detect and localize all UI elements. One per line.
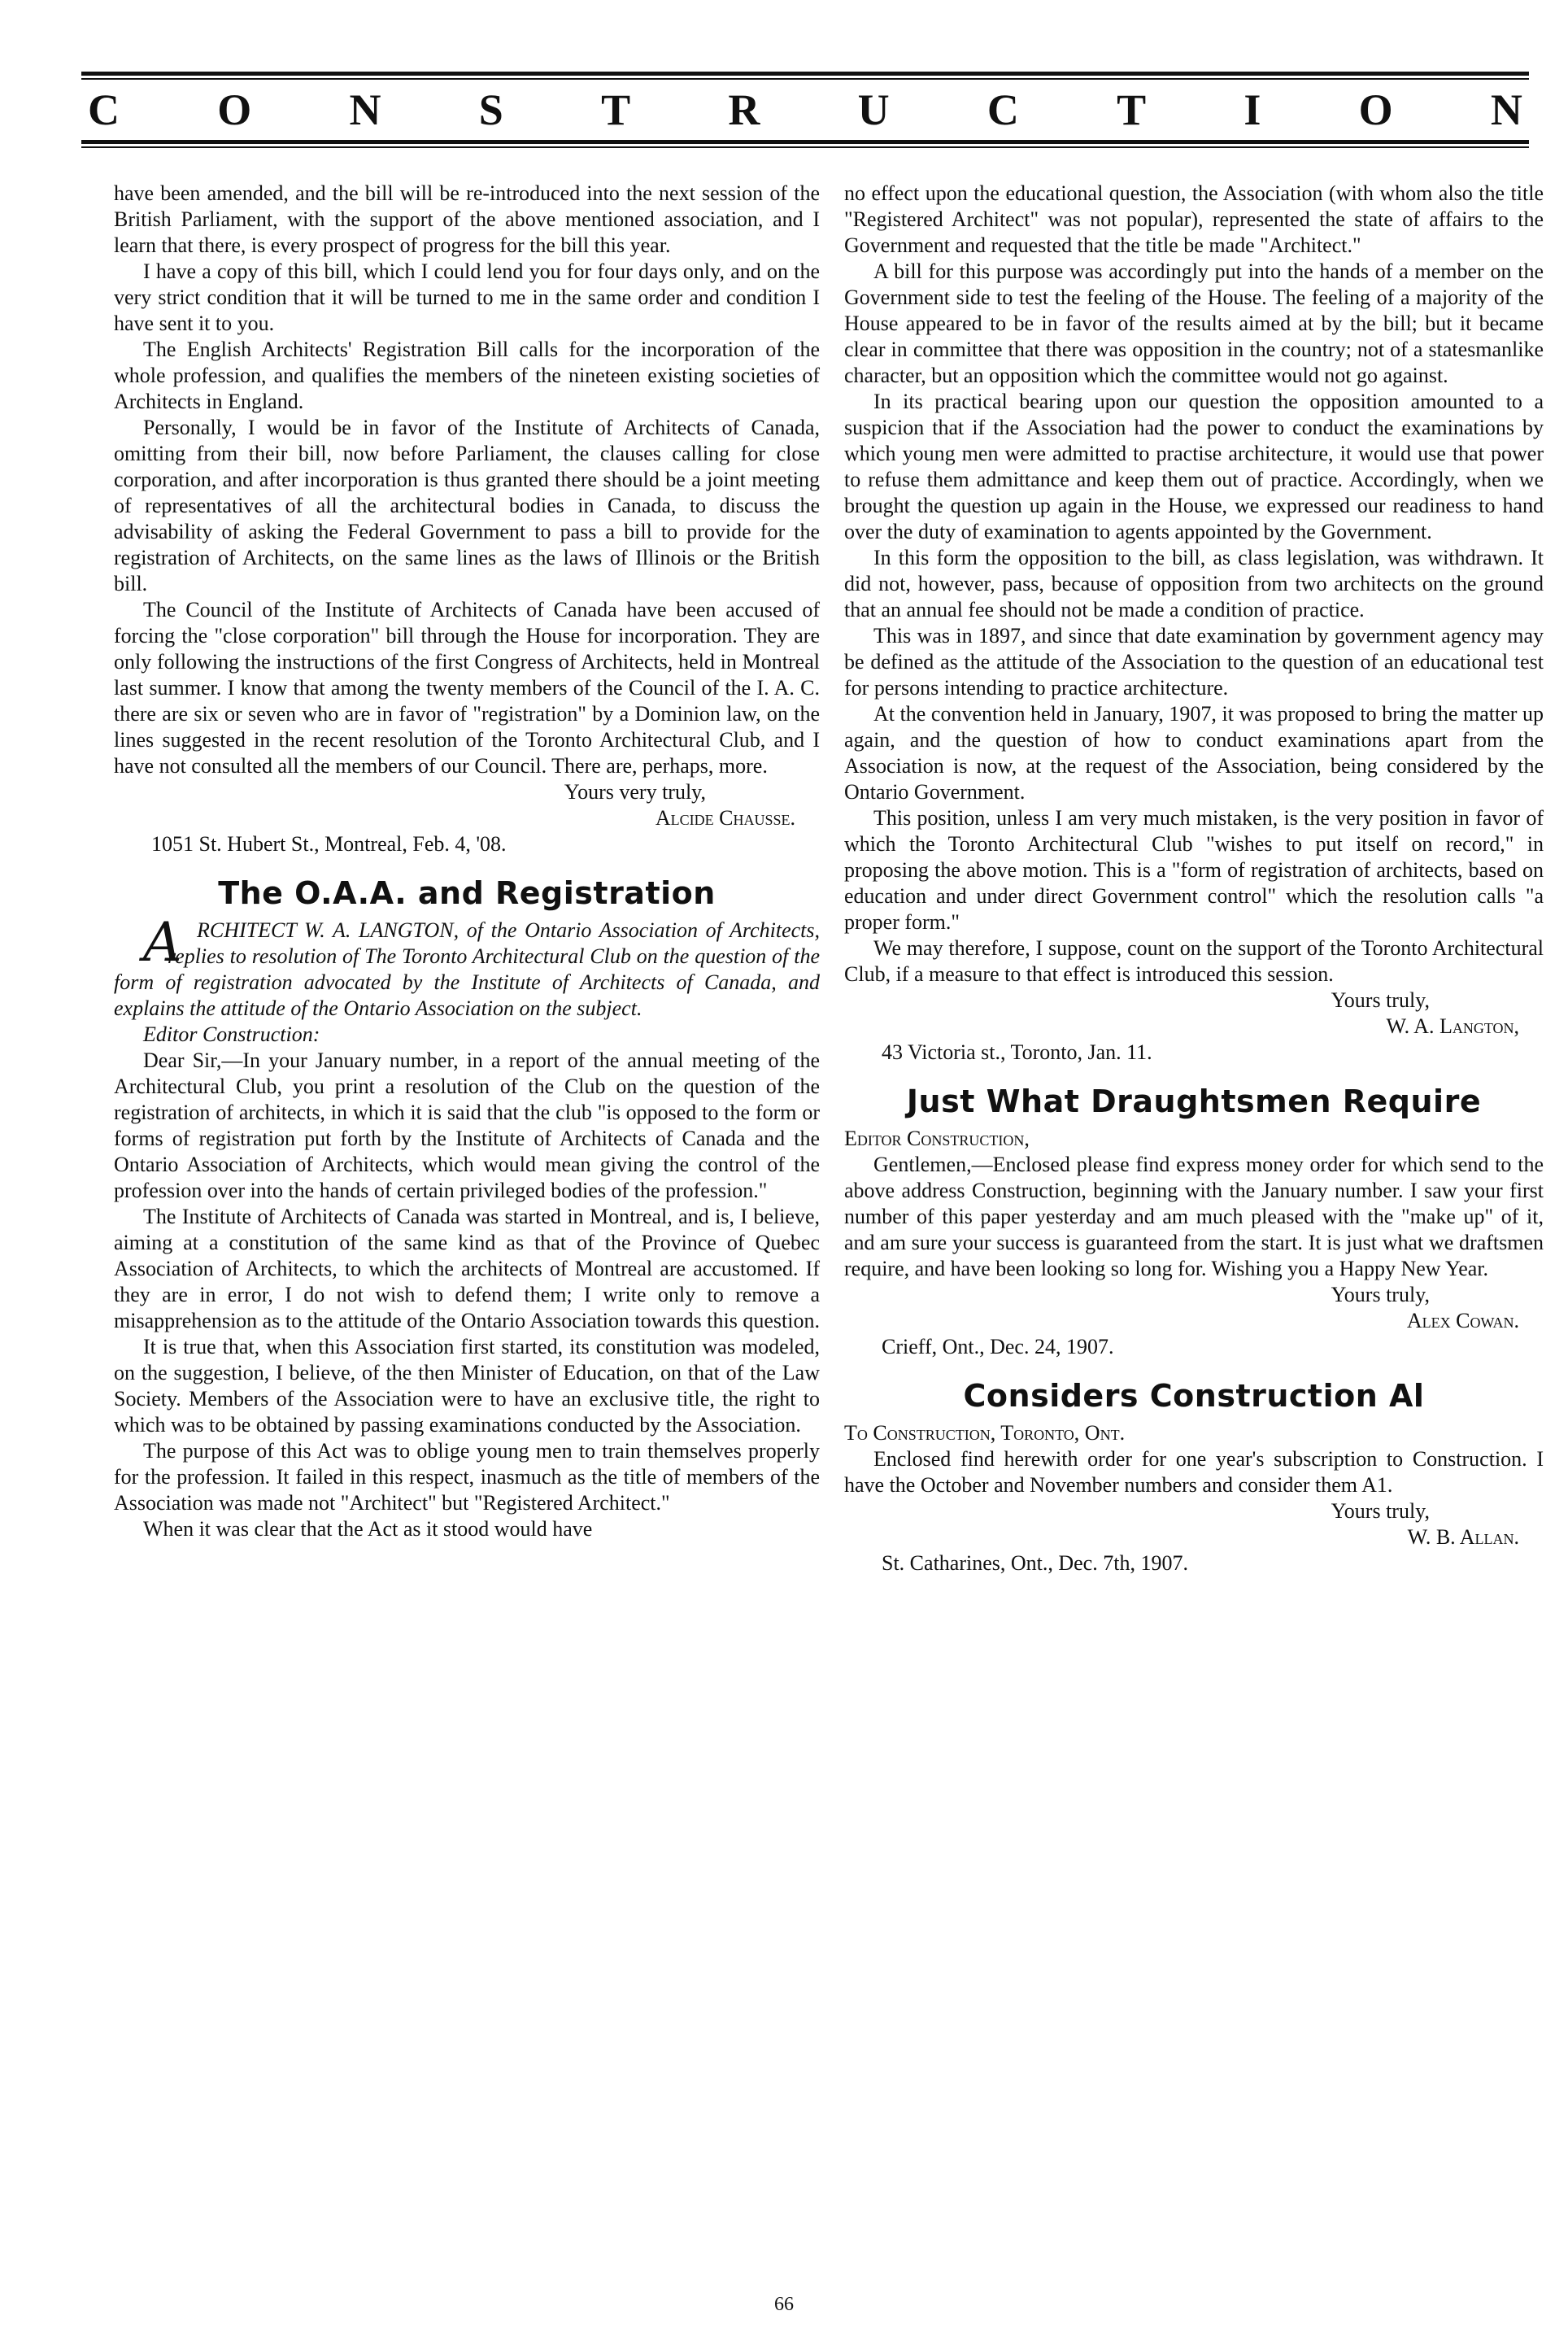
letter-address: 1051 St. Hubert St., Montreal, Feb. 4, '08. <box>151 832 507 856</box>
paragraph: We may therefore, I suppose, count on the support of the Toronto Architectural Club, if a measure to that effect is introduced this session. <box>844 936 1544 986</box>
paragraph: The English Architects' Registration Bill calls for the incorporation of the whole profession, and qualifies the members of the nineteen existing societies of Architects in England. <box>114 338 820 413</box>
page-number: 66 <box>774 2294 794 2315</box>
article-heading: Just What Draughtsmen Require <box>906 1083 1482 1119</box>
masthead-title <box>81 80 1529 135</box>
paragraph: In this form the opposition to the bill, as class legislation, was withdrawn. It did not, however, pass, because of opposition from two architects on the ground that an annual fee should not be made a condition of practice. <box>844 546 1544 621</box>
article-heading: The O.A.A. and Registration <box>218 875 716 911</box>
letter-signer: W. A. Langton, <box>1386 1014 1519 1038</box>
left-column <box>114 181 820 1542</box>
paragraph: In its practical bearing upon our question the opposition amounted to a suspicion that if the Association had the power to conduct the examinations by which young men were admitted to practise architecture, it would use that power to refuse them admittance and keep them out of practice. Accordingly, when we brought the question up again in the House, we expressed our readiness to hand over the duty of examination to agents appointed by the Government. <box>844 390 1544 543</box>
letter-closing: Yours truly, <box>1331 1283 1430 1306</box>
masthead-letter: T <box>601 85 631 134</box>
paragraph: have been amended, and the bill will be re-introduced into the next session of the British Parliament, with the support of the above mentioned association, and I learn that there, is every prospect of progress for the bill this year. <box>114 181 820 257</box>
paragraph: The purpose of this Act was to oblige young men to train themselves properly for the profession. It failed in this respect, inasmuch as the title of members of the Association was made not "Architect" but "Registered Architect." <box>114 1439 820 1515</box>
paragraph: At the convention held in January, 1907, it was proposed to bring the matter up again, and the question of how to conduct examinations apart from the Association is now, at the request of the Association, being considered by the Ontario Government. <box>844 702 1544 804</box>
paragraph: This position, unless I am very much mistaken, is the very position in favor of which the Toronto Architectural Club "wishes to put itself on record," in proposing the above motion. This is a "form of registration of architects, based on education and under direct Government control" which the resolution calls "a proper form." <box>844 806 1544 934</box>
drop-cap-letter: A <box>143 911 182 974</box>
masthead-bottom-rule-thin <box>81 146 1529 148</box>
paragraph: When it was clear that the Act as it stood would have <box>143 1517 593 1541</box>
drop-cap <box>114 911 182 974</box>
masthead-letter: C <box>88 85 120 134</box>
masthead-letter: O <box>1358 85 1393 134</box>
masthead-letter: N <box>1490 85 1522 134</box>
masthead-letter: S <box>478 85 503 134</box>
letter-closing: Yours truly, <box>1331 1499 1430 1523</box>
letter-signer: Alex Cowan. <box>1406 1309 1519 1332</box>
letter-signer: W. B. Allan. <box>1407 1525 1519 1549</box>
letter-address: Crieff, Ont., Dec. 24, 1907. <box>882 1335 1114 1358</box>
masthead-letter: U <box>857 85 890 134</box>
letter-closing: Yours very truly, <box>564 780 706 804</box>
paragraph: A bill for this purpose was accordingly put into the hands of a member on the Government side to test the feeling of the House. The feeling of a majority of the House appeared to be in favor of the results aimed at by the bill; but it became clear in committee that there was opposition in the country; not of a statesmanlike character, but an opposition which the committee would not go against. <box>844 259 1544 387</box>
right-column <box>844 181 1544 1576</box>
paragraph: The Council of the Institute of Architects of Canada have been accused of forcing the "close corporation" bill through the House for incorporation. They are only following the instructions of the first Congress of Architects, held in Montreal last summer. I know that among the twenty members of the Council of the I. A. C. there are six or seven who are in favor of "registration" by a Dominion law, on the lines suggested in the recent resolution of the Toronto Architectural Club, and I have not consulted all the members of our Council. There are, perhaps, more. <box>114 598 820 778</box>
salutation: To Construction, Toronto, Ont. <box>844 1421 1126 1445</box>
letter-address: 43 Victoria st., Toronto, Jan. 11. <box>882 1040 1152 1064</box>
letter-address: St. Catharines, Ont., Dec. 7th, 1907. <box>882 1551 1188 1575</box>
salutation: Editor Construction: <box>143 1022 320 1046</box>
article-lede <box>114 911 820 1022</box>
letter-signer: Alcide Chausse. <box>655 806 795 830</box>
article-heading: Considers Construction Al <box>963 1378 1425 1414</box>
masthead-letter: T <box>1117 85 1147 134</box>
masthead-bottom-rule <box>81 140 1529 144</box>
paragraph: Gentlemen,—Enclosed please find express money order for which send to the above address Construction, beginning with the January number. I saw your first number of this paper yesterday and am much pleased with the "make up" of it, and am sure your success is guaranteed from the start. It is just what we draftsmen require, and have been looking so long for. Wishing you a Happy New Year. <box>844 1153 1544 1280</box>
paragraph: no effect upon the educational question, the Association (with whom also the title "Registered Architect" was not popular), represented the state of affairs to the Government and requested that the title be made "Architect." <box>844 181 1544 257</box>
masthead-letter: N <box>349 85 381 134</box>
salutation: Editor Construction, <box>844 1127 1030 1150</box>
paragraph: Dear Sir,—In your January number, in a report of the annual meeting of the Architectural Club, you print a resolution of the Club on the question of the registration of architects, in which it is said that the club "is opposed to the form or forms of registration put forth by the Institute of Architects of Canada and the Ontario Association of Architects, which would mean giving the control of the profession over into the hands of certain privileged bodies of the profession." <box>114 1049 820 1202</box>
masthead-letter: O <box>217 85 252 134</box>
masthead-top-rule <box>81 72 1529 76</box>
paragraph: The Institute of Architects of Canada was started in Montreal, and is, I believe, aiming at a constitution of the same kind as that of the Province of Quebec Association of Architects, to which the architects of Montreal are accustomed. If they are in error, I do not wish to defend them; I write only to remove a misapprehension as to the attitude of the Ontario Association towards this question. <box>114 1205 820 1332</box>
paragraph: This was in 1897, and since that date examination by government agency may be defined as the attitude of the Association to the question of an educational test for persons intending to practice architecture. <box>844 624 1544 700</box>
lede-text: RCHITECT W. A. LANGTON, of the Ontario Association of Architects, replies to resolution of The Toronto Architectural Club on the question of the form of registration advocated by the Institute of Architects of Canada, and explains the attitude of the Ontario Association on the subject. <box>114 918 820 1020</box>
masthead-letter: C <box>987 85 1019 134</box>
paragraph: I have a copy of this bill, which I could lend you for four days only, and on the very strict condition that it will be turned to me in the same order and condition I have sent it to you. <box>114 259 820 335</box>
masthead <box>81 72 1529 148</box>
paragraph: It is true that, when this Association first started, its constitution was modeled, on the suggestion, I believe, of the then Minister of Education, on that of the Law Society. Members of the Association were to have an exclusive title, the right to which was to be obtained by passing examinations conducted by the Association. <box>114 1335 820 1437</box>
paragraph: Personally, I would be in favor of the Institute of Architects of Canada, omitting from their bill, now before Parliament, the clauses calling for close corporation, and after incorporation is thus granted there should be a joint meeting of representatives of all the architectural bodies in Canada, to discuss the advisability of asking the Federal Government to pass a bill to provide for the registration of Architects, on the same lines as the laws of Illinois or the British bill. <box>114 416 820 595</box>
letter-closing: Yours truly, <box>1331 988 1430 1012</box>
masthead-letter: R <box>728 85 760 134</box>
masthead-letter: I <box>1244 85 1261 134</box>
paragraph: Enclosed find herewith order for one year's subscription to Construction. I have the October and November numbers and consider them A1. <box>844 1447 1544 1497</box>
